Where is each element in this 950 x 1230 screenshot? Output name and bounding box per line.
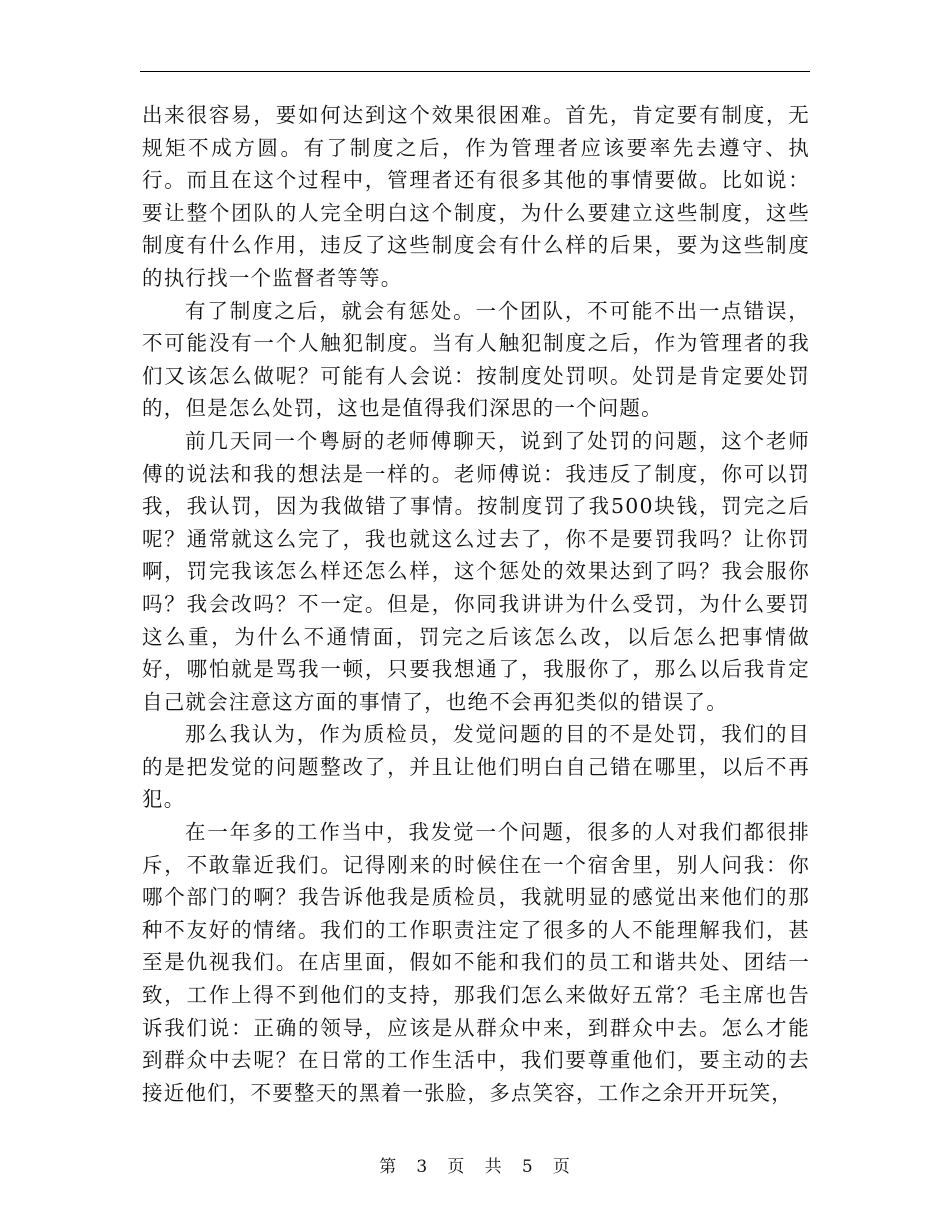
footer-total-pages: 5	[521, 1157, 534, 1177]
paragraph-2: 有了制度之后，就会有惩处。一个团队，不可能不出一点错误，不可能没有一个人触犯制度。当有人触犯制度之后，作为管理者的我们又该怎么做呢？可能有人会说：按制度处罚呗。处罚是肯定要处罚的，但是怎么处罚，这也是值得我们深思的一个问题。	[142, 298, 810, 421]
paragraph-5: 在一年多的工作当中，我发觉一个问题，很多的人对我们都很排斥，不敢靠近我们。记得刚来的时候住在一个宿舍里，别人问我：你哪个部门的啊？我告诉他我是质检员，我就明显的感觉出来他们的那种不友好的情绪。我们的工作职责注定了很多的人不能理解我们，甚至是仇视我们。在店里面，假如不能和我们的员工和谐共处、团结一致，工作上得不到他们的支持，那我们怎么来做好五常？毛主席也告诉我们说：正确的领导，应该是从群众中来，到群众中去。怎么才能到群众中去呢？在日常的工作生活中，我们要尊重他们，要主动的去接近他们，不要整天的黑着一张脸，多点笑容，工作之余开开玩笑，	[142, 820, 810, 1105]
header-rule	[140, 71, 810, 72]
footer-current-page: 3	[416, 1157, 429, 1177]
paragraph-4: 那么我认为，作为质检员，发觉问题的目的不是处罚，我们的目的是把发觉的问题整改了，并且让他们明白自己错在哪里，以后不再犯。	[142, 722, 810, 812]
footer-label-total: 共	[484, 1157, 503, 1177]
footer-label-page-unit: 页	[447, 1157, 466, 1177]
paragraph-1: 出来很容易，要如何达到这个效果很困难。首先，肯定要有制度，无规矩不成方圆。有了制度之后，作为管理者应该要率先去遵守、执行。而且在这个过程中，管理者还有很多其他的事情要做。比如说：要让整个团队的人完全明白这个制度，为什么要建立这些制度，这些制度有什么作用，违反了这些制度会有什么样的后果，要为这些制度的执行找一个监督者等等。	[142, 103, 810, 290]
document-body	[142, 99, 810, 1109]
footer-label-total-unit: 页	[552, 1157, 571, 1177]
footer-label-page: 第	[379, 1157, 398, 1177]
paragraph-3: 前几天同一个粤厨的老师傅聊天，说到了处罚的问题，这个老师傅的说法和我的想法是一样的。老师傅说：我违反了制度，你可以罚我，我认罚，因为我做错了事情。按制度罚了我500块钱，罚完之后呢？通常就这么完了，我也就这么过去了，你不是要罚我吗？让你罚啊，罚完我该怎么样还怎么样，这个惩处的效果达到了吗？我会服你吗？我会改吗？不一定。但是，你同我讲讲为什么受罚，为什么要罚这么重，为什么不通情面，罚完之后该怎么改，以后怎么把事情做好，哪怕就是骂我一顿，只要我想通了，我服你了，那么以后我肯定自己就会注意这方面的事情了，也绝不会再犯类似的错误了。	[142, 428, 810, 714]
page-footer	[0, 1152, 950, 1177]
